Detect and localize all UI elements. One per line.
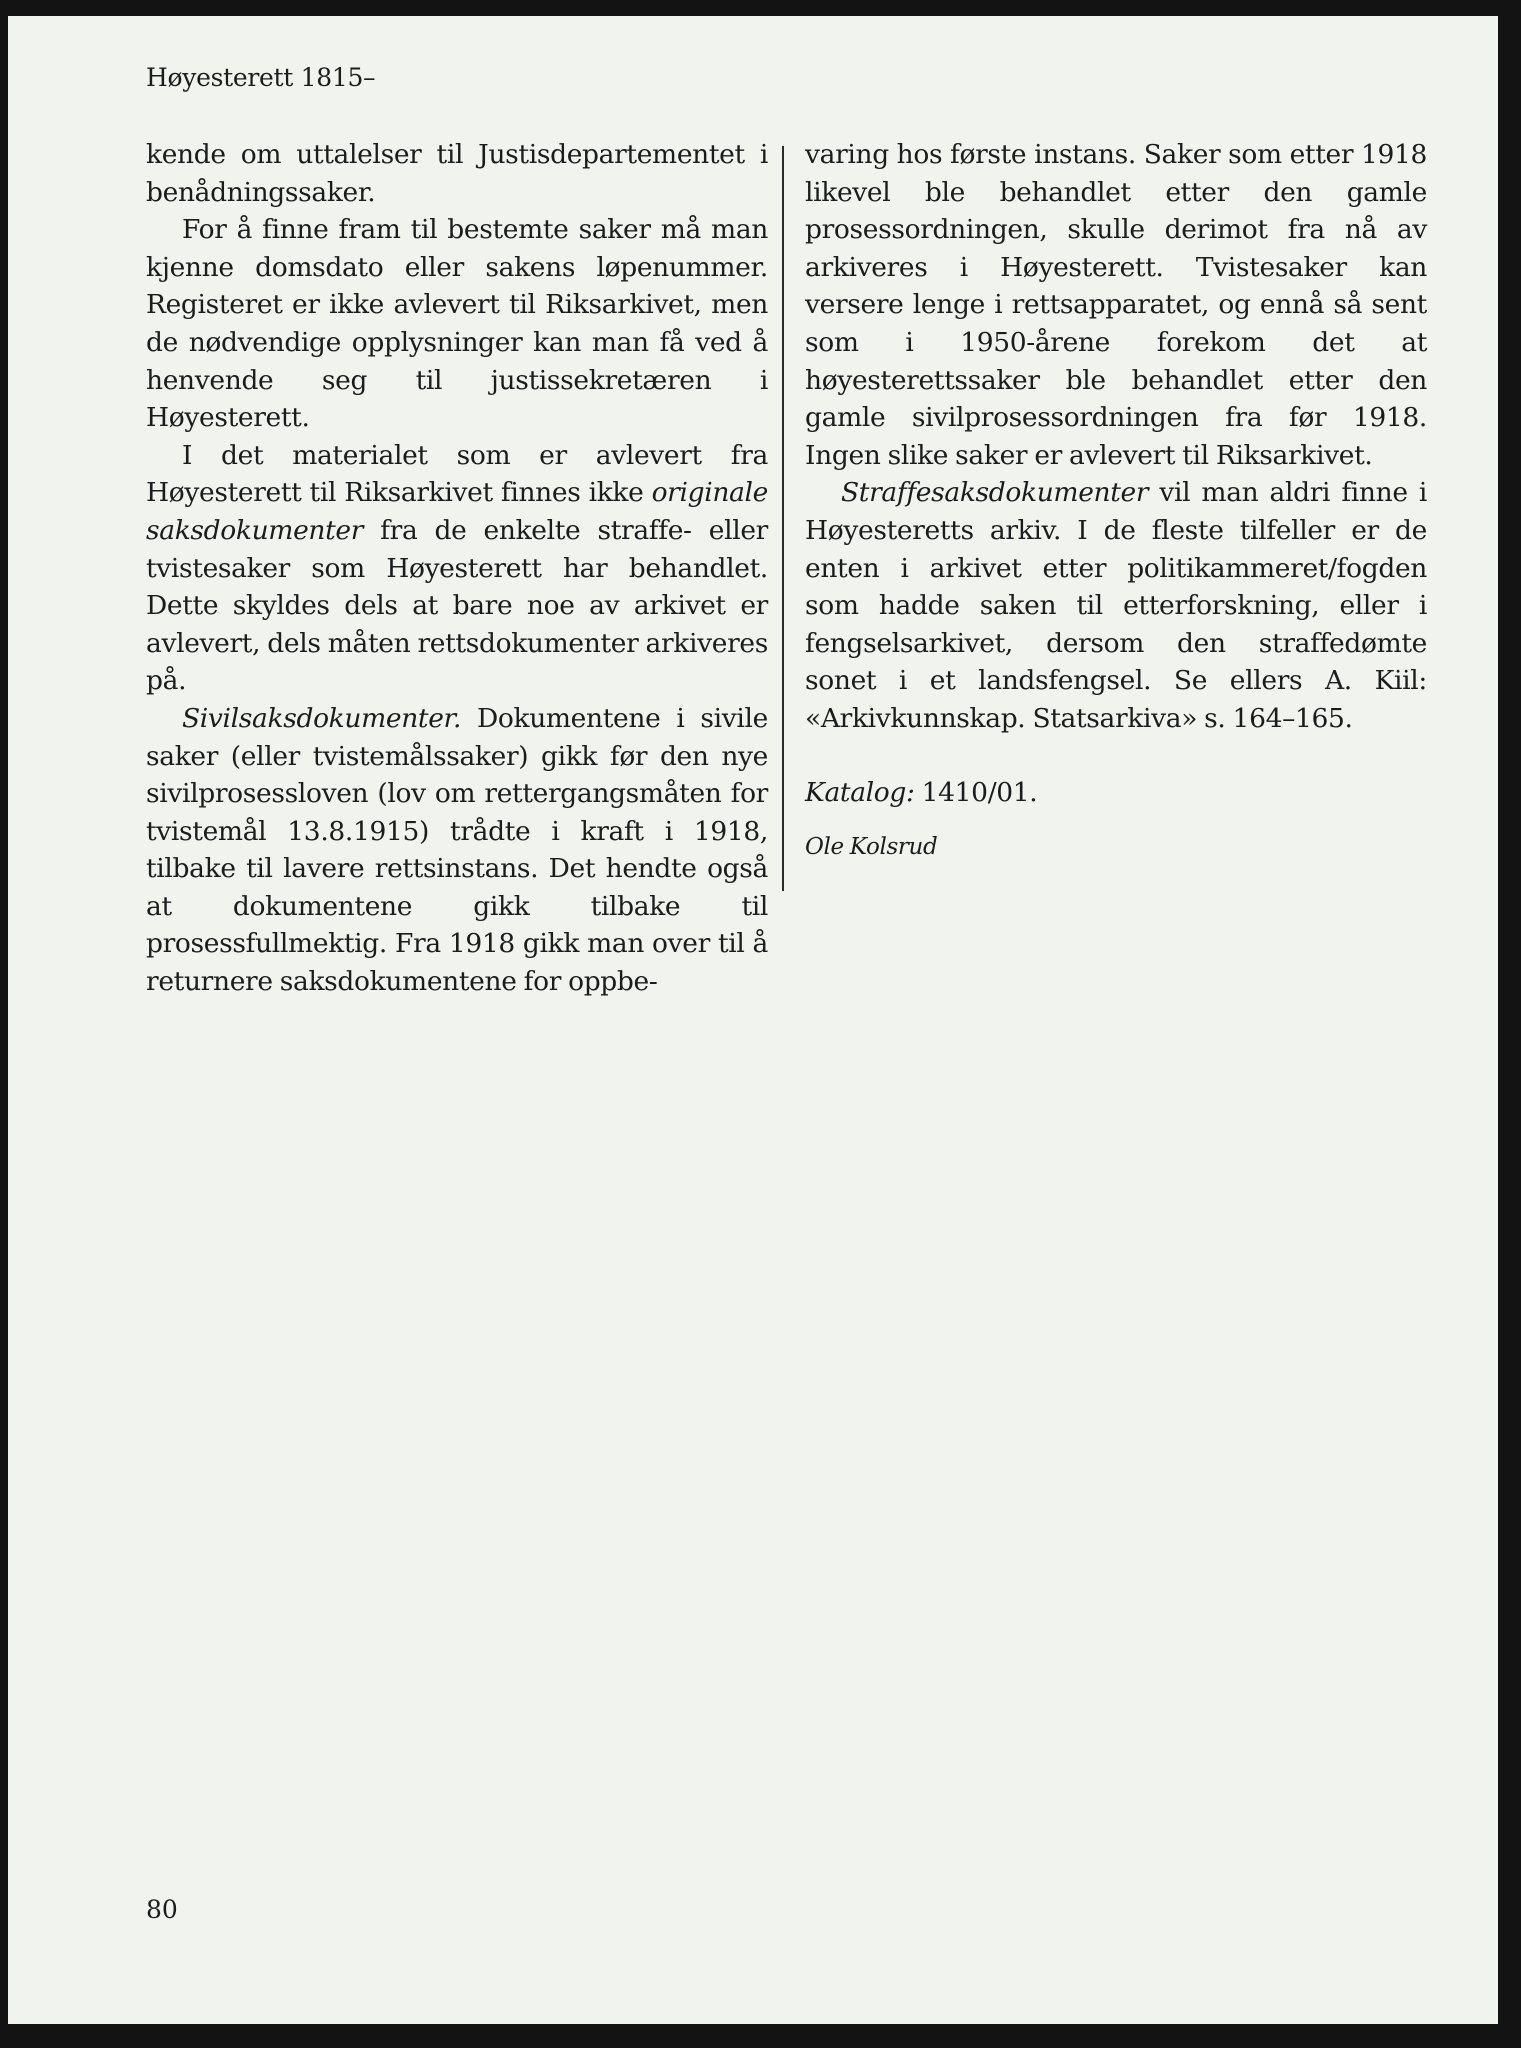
paragraph-text: vil man aldri finne i Høyesteretts arkiv. I de fleste tilfeller er de enten i arkivet etter politikammeret/fogden som hadde saken til etterforskning, eller i fengselsarkivet, dersom den straffedømte sonet i et landsfengsel. Se ellers A. Kiil: «Arkivkunnskap. Statsarkiva» s. 164–165. (805, 477, 1427, 734)
emphasis-term: originale saksdokumenter (146, 477, 768, 546)
paragraph-criminal-documents (805, 474, 1427, 737)
catalog-label: Katalog: (805, 776, 915, 808)
column-rule (782, 146, 784, 891)
paragraph-text: I det materialet som er avlevert fra Høyesterett til Riksarkivet finnes ikke (146, 439, 768, 509)
paragraph-text: fra de enkelte straffe- eller tvistesaker som Høyesterett har behandlet. Dette skyldes dels at bare noe av arkivet er avlevert, dels måten rettsdokumenter arkiveres på. (146, 514, 768, 697)
left-column (146, 136, 768, 1001)
running-head: Høyesterett 1815– (146, 63, 376, 92)
section-term: Straffesaksdokumenter (841, 477, 1149, 509)
author-signature: Ole Kolsrud (805, 834, 938, 861)
page-number: 80 (146, 1895, 178, 1924)
section-term: Sivilsaksdokumenter. (182, 702, 462, 734)
paragraph-text: Dokumentene i sivile saker (eller tvistemålssaker) gikk før den nye sivilprosessloven (lov om rettergangsmåten for tvistemål 13.8.1915) trådte i kraft i 1918, tilbake til lavere rettsinstans. Det hendte også at dokumentene gikk tilbake til prosessfullmektig. Fra 1918 gikk man over til å returnere saksdokumentene for oppbe- (146, 702, 768, 998)
paragraph-continuation: varing hos første instans. Saker som etter 1918 likevel ble behandlet etter den gamle prosessordningen, skulle derimot fra nå av arkiveres i Høyesterett. Tvistesaker kan versere lenge i rettsapparatet, og ennå så sent som i 1950-årene forekom det at høyesterettssaker ble behandlet etter den gamle sivilprosessordningen fra før 1918. Ingen slike saker er avlevert til Riksarkivet. (805, 139, 1427, 471)
paragraph-original-documents (146, 437, 768, 700)
document-page (8, 16, 1498, 2024)
catalog-line (805, 774, 1427, 812)
catalog-value: 1410/01. (914, 776, 1038, 808)
paragraph-civil-documents (146, 700, 768, 1001)
right-column (805, 136, 1427, 867)
paragraph-finding-cases: For å finne fram til bestemte saker må man kjenne domsdato eller sakens løpenummer. Registeret er ikke avlevert til Riksarkivet, men de nødvendige opplysninger kan man få ved å henvende seg til justissekretæren i Høyesterett. (146, 214, 768, 434)
paragraph-continuation: kende om uttalelser til Justisdepartementet i benådningssaker. (146, 139, 768, 208)
